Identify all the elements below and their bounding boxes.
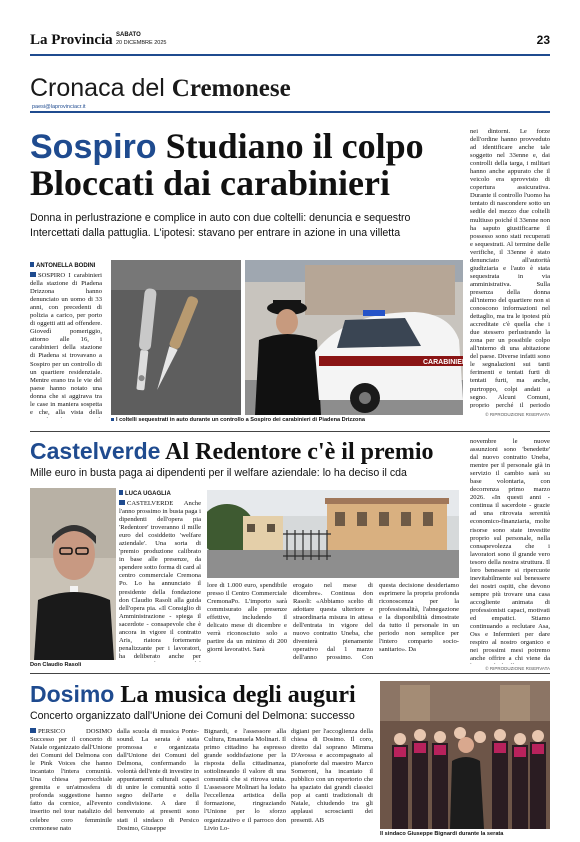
article2-col2: lore di 1.000 euro, spendibile presso il Centro Commerciale CremonaPo. L'importo sarà commisurato alle presenze effettive, includendo il delicato mese di dicembre e verrà riconosciuto solo a partire da un minimo di 200 giorni lavorativi. Sarà: [207, 582, 287, 654]
article1-byline: ANTONELLA BODINI: [30, 262, 95, 269]
article1-title-line1: Studiano il colpo: [165, 126, 424, 166]
redentore-photo: [207, 490, 459, 578]
article1-col3: nei dintorni. Le forze dell'ordine hanno provveduto ad identificare anche tale soggetto nel 33enne e, dai controlli della targa, i militari hanno anche appurato che il veicolo era sprovvisto di copertura assicurativa. Durante il controllo l'uomo ha tentato di nascondere sotto un sedile del mezzo due coltelli multiuso poiché il 33enne non ha saputo giustificarne il possesso sono stati recuperati e sequestrati. Al termine delle verifiche, il 33enne è stato denunciato all'autorità giudiziaria e l'auto è stata sequestrata in via amministrativa. Sulla presenza della donna all'interno del quartiere non si conoscono informazioni nel dettaglio, ma tra le ipotesi più accreditate c'è quella che i due stessero perlustrando la zona per un possibile colpo all'interno di una abitazione del paese. Diverse infatti sono le segnalazioni sui tanti ferimenti e tentati furti di tentati furti, ma anche, purtroppo, colpi andati a segno. Alcuni Comuni, proprio perché il periodo: [470, 128, 550, 408]
article2-title: [30, 438, 434, 465]
article3-col2: dalla scuola di musica Ponte-sound. La serata è stata promossa e organizzata dall'Unione dei Comuni del Delmona, confermando la volontà dell'ente di investire in appuntamenti culturali capaci di unire le comunità sotto il segno dell'arte e della condivisione. A dare il benvenuto ai presenti sono stati il sindaco di Persico Dosimo, Giuseppe: [117, 728, 199, 832]
byline-marker: [119, 490, 123, 495]
article1-title: [30, 128, 490, 201]
article1-subtitle-line1: Donna in perlustrazione e complice in auto con due coltelli: denuncia e sequestro: [30, 212, 411, 224]
masthead-rule: [30, 54, 550, 56]
article3-headline: La musica degli auguri: [120, 682, 356, 708]
masthead: [30, 30, 550, 52]
section-prefix: Cronaca del: [30, 74, 165, 102]
article1-title-line2: Bloccati dai carabinieri: [30, 163, 390, 203]
article2-subtitle: Mille euro in busta paga ai dipendenti per il welfare aziendale: lo ha deciso il cda: [30, 467, 407, 479]
article3-col3: Bignardi, e l'assessore alla Cultura, Emanuela Molinari. Il primo cittadino ha espresso grande soddisfazione per la risposta della cittadinanza, sottolineando il valore di una comunità che si ritrova unita. L'assessore Molinari ha lodato l'eccellenza artistica della formazione, ringraziando l'Unione per lo sforzo organizzativo e il parroco don Livio Lo-: [204, 728, 286, 832]
article1-caption-box: [111, 417, 463, 426]
car-lettering: CARABINIE: [423, 359, 462, 366]
section-rule: [30, 111, 550, 113]
article3-subtitle: Concerto organizzato dall'Unione dei Comuni del Delmona: successo: [30, 710, 355, 722]
portrait-illustration: [30, 488, 116, 660]
page-number: 23: [536, 33, 550, 47]
article3-kicker: Dosimo: [30, 681, 115, 707]
article1-subtitle-line2: Intercettati dalla pattuglia. L'ipotesi: stavano per entrare in azione in una villetta: [30, 227, 401, 239]
article2-headline: Al Redentore c'è il premio: [165, 439, 434, 465]
article1-caption: I coltelli sequestrati in auto durante un controllo a Sospiro dei carabinieri di Piadena Drizzona: [111, 417, 463, 424]
dropcap-marker: [30, 272, 36, 277]
caption-marker: [111, 418, 114, 421]
article2-col1: CASTELVERDE Anche l'anno prossimo in busta paga i dipendenti dell'opera pia 'Redentore' troveranno il mille euro del cosiddetto 'welfare aziendale'. Una sorta di 'premio produzione calibrato in base alle presenze, da spendere sotto forma di card al centro commerciale Cremona Po. Lo ha annunciato il presidente della fondazione don Claudio Rasoli alla guida dell'opera pia. «Il Consiglio di Amministrazione - spiega il sacerdote - consapevole che è ancora in vigore il contratto Aris, riatora fortemente penalizzante per i lavoratori, ha deliberato anche per: [119, 500, 201, 660]
article2-col5: novembre le nuove assunzioni sono 'benedette' dal nuovo contratto Uneba, mentre per il personale già in servizio il cambio sarà su base volontaria, con decorrenza primo marzo 2026. «In questi anni - continua il sacerdote - grazie ad una ritrovata serenità economico-finanziaria, molte risorse sono state investite proprio sul personale, nella consapevolezza che i lavoratori sono il grande vero tesoro della nostra struttura. Il loro benessere si ripercuote inevitabilmente sul benessere dei nostri ospiti, che devono sempre più trovare una casa accogliente animata di professionisti capaci, motivati ed empatici. Stiamo continuando a reclutare Asa, Oss e Infermieri per dare respiro al nostro organico e nei prossimi mesi potremo anche offrire a chi viene da: [470, 438, 550, 663]
article3-col4: digiani per l'accoglienza della chiesa di Dosimo. Il coro, diretto dal soprano Mimma D'Avossa e accompagnato al pianoforte dal maestro Marco Someroni, ha incantato il pubblico con un repertorio che ha spaziato dai grandi classici pop ai canti tradizionali di Natale, chiudendo tra gli applausi scroscianti dei presenti. AB: [291, 728, 373, 824]
article1-kicker: Sospiro: [30, 128, 157, 166]
article1-col1: SOSPIRO I carabinieri della stazione di Piadena Drizzona hanno denunciato un uomo di 33 anni, con precedenti di polizia a carico, per porto di oggetti atti ad offendere. Giovedì pomeriggio, attorno alle 16, i carabinieri della stazione di Piadena si trovavano a Sospiro per un controllo di un quartiere residenziale. Mentre erano tra le vie del paese hanno notato una donna che si aggirava tra le case in maniera sospetta e che, alla vista della: [30, 272, 102, 416]
article3-col1: PERSICO DOSIMO Successo per il concerto di Natale organizzato dall'Unione dei Comuni del Delmona con le Pink Voices che hanno incantato l'intera comunità. Una chiesa parrocchiale gremita e un'atmosfera di profonda suggestione hanno fatto da cornice, all'evento inserito nel tour natalizio del celebre coro femminile cremonese nato: [30, 728, 112, 832]
article2-kicker: Castelverde: [30, 438, 161, 464]
concert-photo: [380, 681, 550, 829]
section-header: [30, 73, 291, 104]
paper-logo: La Provincia: [30, 32, 113, 48]
concert-illustration: [380, 681, 550, 829]
divider-1: [30, 431, 550, 432]
masthead-date: 20 DICEMBRE 2025: [116, 40, 167, 46]
redentore-illustration: [207, 490, 459, 578]
masthead-day: SABATO: [116, 32, 141, 38]
article1-subtitle: [30, 211, 472, 241]
article2-col3: erogato nel mese di dicembre». Continua don Rasoli: «Abbiamo scelto di adottare questa ulteriore e straordinaria misura in attesa dell'entrata in vigore del nuovo contratto Uneba, che diventerà pienamente operativo dal 1 marzo dell'anno prossimo. Con questa decisione desideriamo esprimere la propria profonda riconoscenza per la professionalità, l'abnegazione e la disponibilità dimostrate da tutto il personale in un periodo non semplice per l'intero comparto socio-sanitario». Da: [293, 582, 459, 662]
section-name: Cremonese: [171, 75, 291, 102]
article1-copyright: © RIPRODUZIONE RISERVATA: [485, 412, 550, 417]
byline-marker: [30, 262, 34, 267]
portrait-photo: [30, 488, 116, 660]
article2-byline: LUCA UGAGLIA: [119, 490, 171, 497]
section-email[interactable]: paesi@laprovinciacr.it: [32, 104, 86, 110]
carabinieri-photo: [245, 260, 463, 415]
knives-photo: [111, 260, 241, 415]
carabinieri-illustration: [245, 260, 463, 415]
article2-copyright: © RIPRODUZIONE RISERVATA: [485, 666, 550, 671]
portrait-caption: Don Claudio Rasoli: [30, 662, 82, 668]
divider-2: [30, 673, 550, 674]
article3-title: [30, 681, 356, 708]
dropcap-marker: [30, 728, 36, 733]
article3-caption: Il sindaco Giuseppe Bignardi durante la serata: [380, 831, 504, 837]
dropcap-marker: [119, 500, 125, 505]
knives-illustration: [111, 260, 241, 415]
